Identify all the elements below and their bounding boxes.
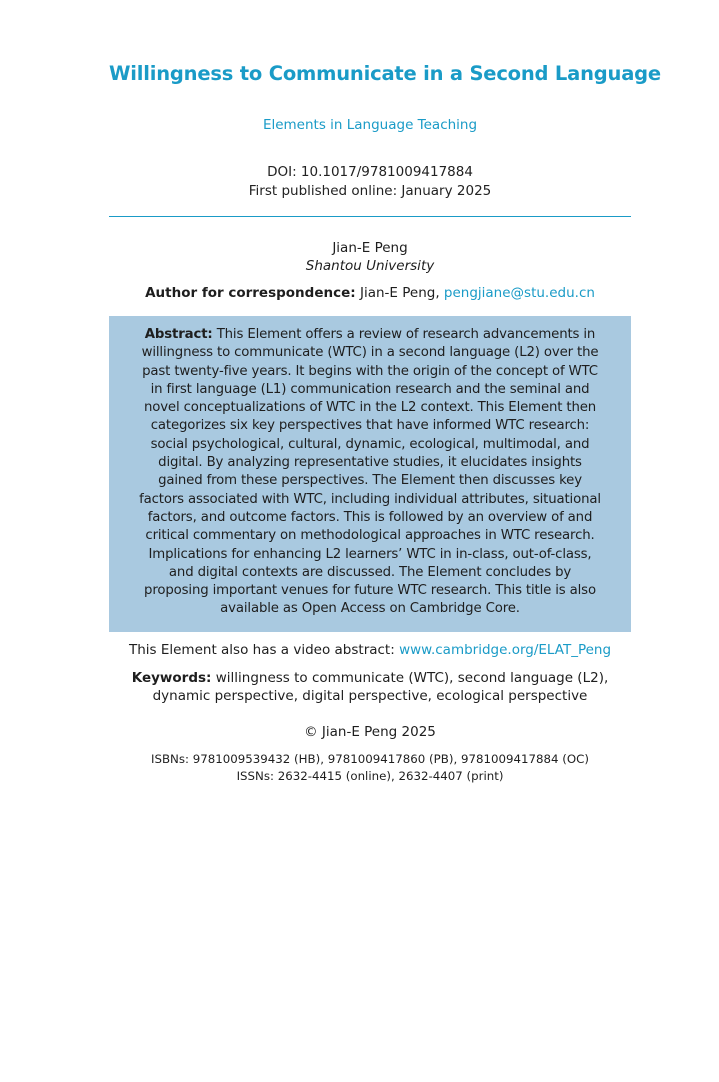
author-name: Jian-E Peng (332, 240, 408, 256)
isbns: ISBNs: 9781009539432 (HB), 9781009417860 (PB), 9781009417884 (OC) (150, 752, 590, 766)
doi: DOI: 10.1017/9781009417884 (267, 164, 473, 180)
abstract-label: Abstract: (144, 327, 213, 342)
author-affiliation: Shantou University (305, 258, 435, 274)
publication-date: First published online: January 2025 (248, 183, 492, 199)
issns: ISSNs: 2632-4415 (online), 2632-4407 (print) (236, 769, 504, 783)
correspondence-line (109, 285, 631, 301)
video-abstract-line (109, 642, 631, 658)
correspondence-email-link[interactable]: pengjiane@stu.edu.cn (443, 285, 595, 301)
page-title: Willingness to Communicate in a Second Language (109, 62, 661, 85)
correspondence-label: Author for correspondence: (145, 285, 356, 301)
keywords-text: willingness to communicate (WTC), second language (L2), dynamic perspective, digital perspective, ecological perspective (152, 670, 609, 704)
keywords-label: Keywords: (131, 670, 212, 686)
series-name: Elements in Language Teaching (262, 117, 478, 133)
abstract-box (109, 316, 631, 632)
video-abstract-text: This Element also has a video abstract: (128, 642, 395, 658)
copyright: © Jian-E Peng 2025 (304, 724, 436, 740)
divider (109, 216, 631, 217)
abstract-text: This Element offers a review of research advancements in willingness to communicate (WTC) in a second language (L2) over the past twenty-five years. It begins with the origin of the concept of WTC in first language (L1) communication research and the seminal and novel conceptualizations of WTC in the L2 context. This Element then categorizes six key perspectives that have informed WTC research: social psychological, cultural, dynamic, ecological, multimodal, and digital. By analyzing representative studies, it elucidates insights gained from these perspectives. The Element then discusses key factors associated with WTC, including individual attributes, situational factors, and outcome factors. This is followed by an overview of and critical commentary on methodological approaches in WTC research. Implications for enhancing L2 learners’ WTC in in-class, out-of-class, and digital contexts are discussed. The Element concludes by proposing important venues for future WTC research. This title is also available as Open Access on Cambridge Core. (139, 327, 601, 617)
abstract (135, 326, 605, 619)
keywords (109, 669, 631, 705)
correspondence-name: Jian-E Peng, (359, 285, 440, 301)
video-abstract-link[interactable]: www.cambridge.org/ELAT_Peng (399, 642, 612, 658)
